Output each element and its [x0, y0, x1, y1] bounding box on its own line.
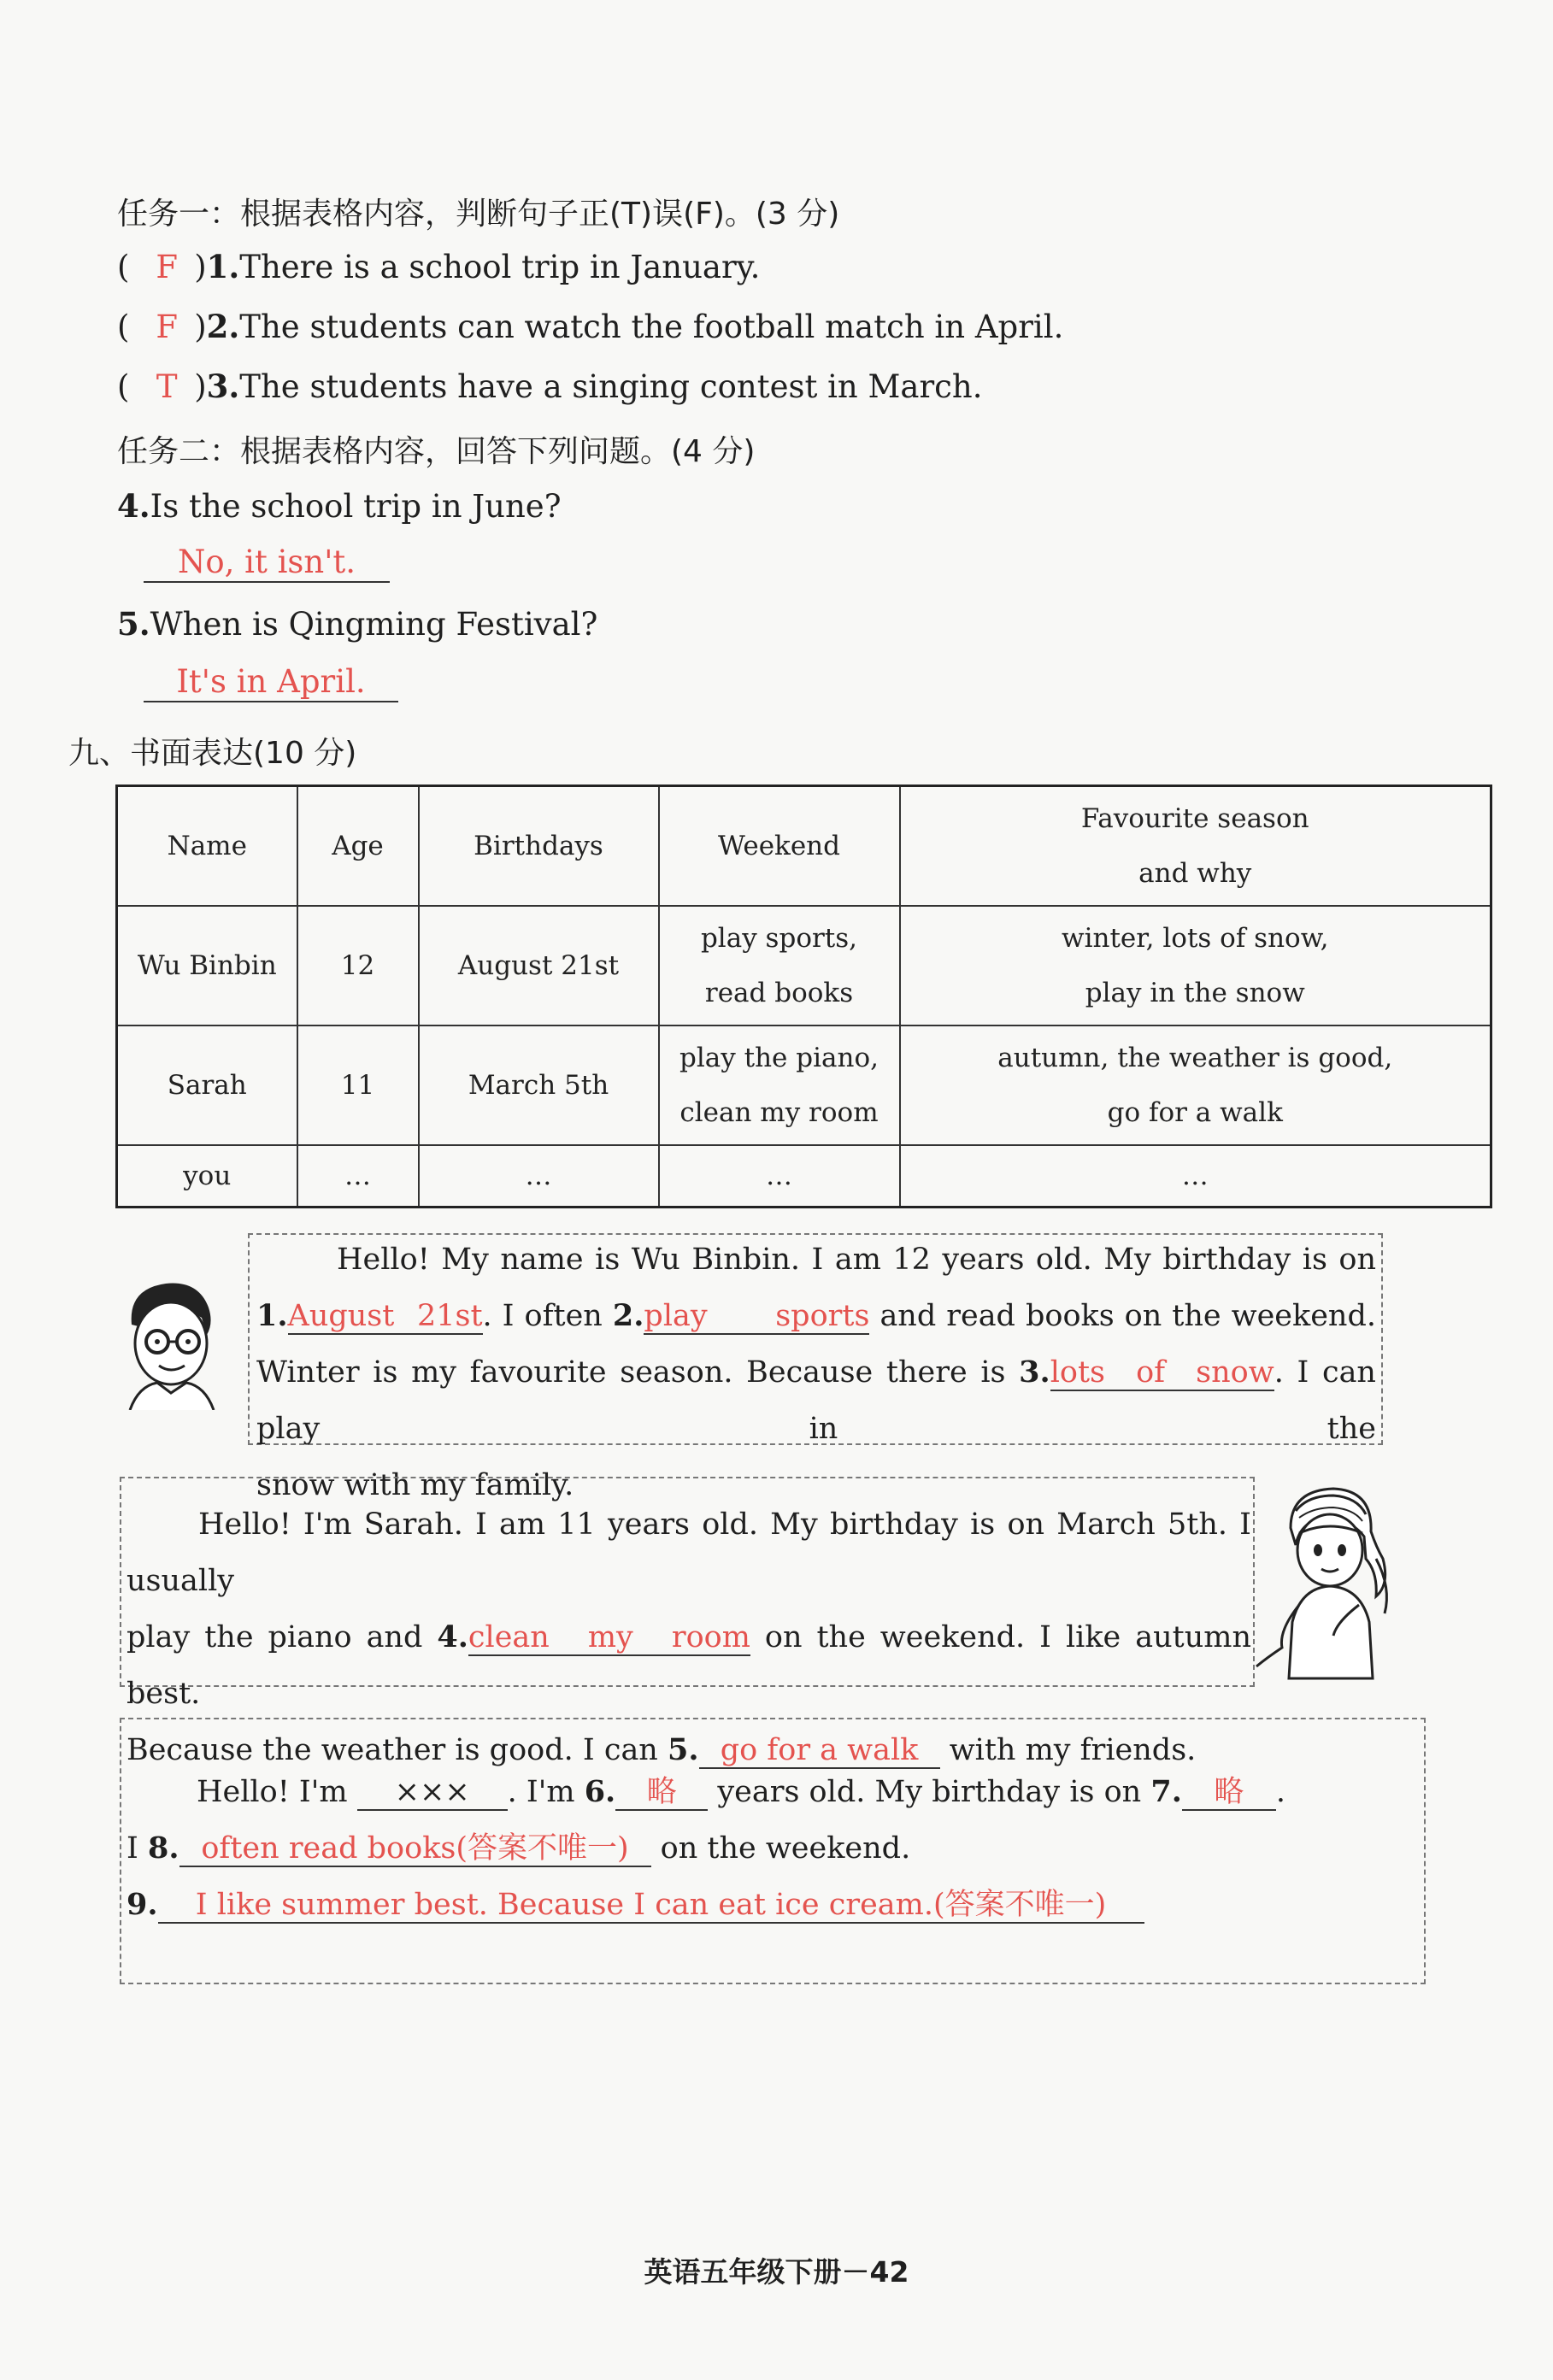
passage2-text-part: on the weekend. I like autumn best.: [126, 1620, 1251, 1711]
question-5-number: 5.: [117, 605, 150, 643]
passage1-text-part: . I often: [482, 1299, 603, 1333]
passage3-text-part: on the weekend.: [660, 1831, 911, 1866]
table-header: Age: [297, 786, 419, 907]
passage1-text-part: Winter is my favourite season. Because there is: [256, 1355, 1006, 1390]
judge-item-2: ( F )2.The students can watch the football match in April.: [117, 308, 1064, 345]
passage2-text-part: Because the weather is good. I can: [126, 1733, 658, 1767]
passage1-text-part: snow with my family.: [256, 1468, 574, 1502]
table-cell: 11: [297, 1025, 419, 1145]
judge-text-3: The students have a singing contest in March.: [239, 368, 983, 405]
passage1-text: [256, 1231, 1376, 1513]
task2-heading: 任务二：根据表格内容，回答下列问题。(4 分): [117, 434, 756, 469]
table-cell: …: [659, 1145, 900, 1208]
table-cell-line: clean my room: [679, 1097, 879, 1128]
table-cell-line: play the piano,: [679, 1043, 879, 1073]
table-cell-line: winter, lots of snow,: [1062, 923, 1329, 954]
table-cell: [659, 906, 900, 1025]
passage3-text-part: .: [1275, 1775, 1286, 1809]
question-4: [117, 487, 562, 525]
girl-avatar: [1248, 1477, 1402, 1682]
question-4-number: 4.: [117, 487, 150, 525]
blank-5: go for a walk: [699, 1733, 940, 1769]
passage2-text-part: play the piano and: [126, 1620, 423, 1654]
table-header: [900, 786, 1491, 907]
page-footer: 英语五年级下册－42: [644, 2255, 909, 2289]
blank-8: often read books(答案不唯一): [179, 1831, 651, 1867]
table-cell: [659, 1025, 900, 1145]
info-table: [115, 785, 1492, 1208]
judge-number-3: 3.: [206, 367, 240, 405]
table-header: Birthdays: [419, 786, 659, 907]
table-row: [117, 906, 1491, 1025]
blank-6: 略: [615, 1775, 708, 1811]
table-cell-line: autumn, the weather is good,: [997, 1043, 1393, 1073]
answer-5: [144, 663, 398, 702]
table-header-line: and why: [1138, 858, 1252, 889]
passage3-text-part: years old. My birthday is on: [717, 1775, 1142, 1809]
question-4-text: Is the school trip in June?: [150, 488, 562, 525]
question-5: [117, 605, 597, 643]
judge-text-1: There is a school trip in January.: [239, 249, 761, 285]
passage3-text-part: I: [126, 1831, 138, 1866]
blank-3-number: 3.: [1019, 1355, 1050, 1390]
blank-4-number: 4.: [437, 1619, 468, 1654]
answer-4-blank: No, it isn't.: [144, 544, 390, 583]
passage2-intro: Hello! I'm Sarah. I am 11 years old. My birthday is on March 5th. I usually: [126, 1507, 1251, 1598]
blank-3: lots of snow: [1050, 1355, 1274, 1391]
judge-number-2: 2.: [206, 308, 240, 345]
blank-2: play sports: [644, 1299, 869, 1335]
blank-5-number: 5.: [668, 1732, 699, 1767]
table-cell: …: [297, 1145, 419, 1208]
passage1-line: [256, 1231, 1376, 1288]
passage3-text: [126, 1764, 1409, 1933]
boy-avatar: [113, 1273, 232, 1410]
blank-9: I like summer best. Because I can eat ice cream.(答案不唯一): [158, 1888, 1144, 1924]
passage1-text-part: . I can play in the: [256, 1355, 1376, 1446]
judge-answer-2: F: [156, 309, 179, 345]
judge-text-2: The students can watch the football match in April.: [239, 309, 1064, 345]
table-cell-line: play in the snow: [1085, 978, 1305, 1008]
blank-1: August 21st: [288, 1299, 483, 1335]
blank-7-number: 7.: [1150, 1774, 1182, 1809]
table-cell-line: go for a walk: [1107, 1097, 1283, 1128]
passage3-line: [126, 1820, 1409, 1877]
question-5-text: When is Qingming Festival?: [150, 606, 598, 643]
blank-7: 略: [1182, 1775, 1276, 1811]
blank-6-number: 6.: [584, 1774, 616, 1809]
blank-8-number: 8.: [147, 1831, 179, 1866]
table-row: [117, 1145, 1491, 1208]
table-cell: Wu Binbin: [117, 906, 297, 1025]
table-cell: 12: [297, 906, 419, 1025]
passage2-line: [126, 1609, 1251, 1722]
passage3-line: [126, 1877, 1409, 1933]
passage1-intro: Hello! My name is Wu Binbin. I am 12 years old. My birthday is on: [337, 1243, 1376, 1277]
answer-5-blank: It's in April.: [144, 664, 398, 702]
answer-4: [144, 544, 390, 583]
passage2-text-part: with my friends.: [949, 1733, 1197, 1767]
table-cell: [900, 906, 1491, 1025]
passage1-line: [256, 1344, 1376, 1457]
task1-heading: 任务一：根据表格内容，判断句子正(T)误(F)。(3 分): [117, 197, 840, 232]
table-cell-line: read books: [704, 978, 854, 1008]
blank-1-number: 1.: [256, 1298, 288, 1333]
passage1-text-part: and read books on the weekend.: [879, 1299, 1376, 1333]
table-header: Weekend: [659, 786, 900, 907]
table-cell: August 21st: [419, 906, 659, 1025]
judge-answer-1: F: [156, 249, 179, 285]
table-cell-line: play sports,: [700, 923, 858, 954]
blank-2-number: 2.: [612, 1298, 644, 1333]
section9-heading: 九、书面表达(10 分): [68, 736, 357, 771]
table-header-line: Favourite season: [1080, 803, 1309, 834]
passage1-line: [256, 1288, 1376, 1344]
table-cell: [900, 1025, 1491, 1145]
name-blank: ×××: [357, 1775, 508, 1811]
table-header: Name: [117, 786, 297, 907]
table-row: [117, 1025, 1491, 1145]
table-cell: March 5th: [419, 1025, 659, 1145]
judge-item-3: ( T )3.The students have a singing contest in March.: [117, 367, 983, 405]
passage3-text-part: Hello! I'm: [197, 1775, 348, 1809]
passage3-line: [126, 1764, 1409, 1820]
blank-9-number: 9.: [126, 1887, 158, 1922]
judge-number-1: 1.: [206, 248, 240, 285]
table-cell: you: [117, 1145, 297, 1208]
judge-answer-3: T: [156, 368, 178, 405]
judge-item-1: ( F )1.There is a school trip in January.: [117, 248, 761, 285]
table-cell: …: [419, 1145, 659, 1208]
table-cell: …: [900, 1145, 1491, 1208]
passage2-line: [126, 1496, 1251, 1609]
table-cell: Sarah: [117, 1025, 297, 1145]
blank-4: clean my room: [468, 1620, 750, 1656]
passage3-text-part: . I'm: [507, 1775, 575, 1809]
table-header-row: [117, 786, 1491, 907]
